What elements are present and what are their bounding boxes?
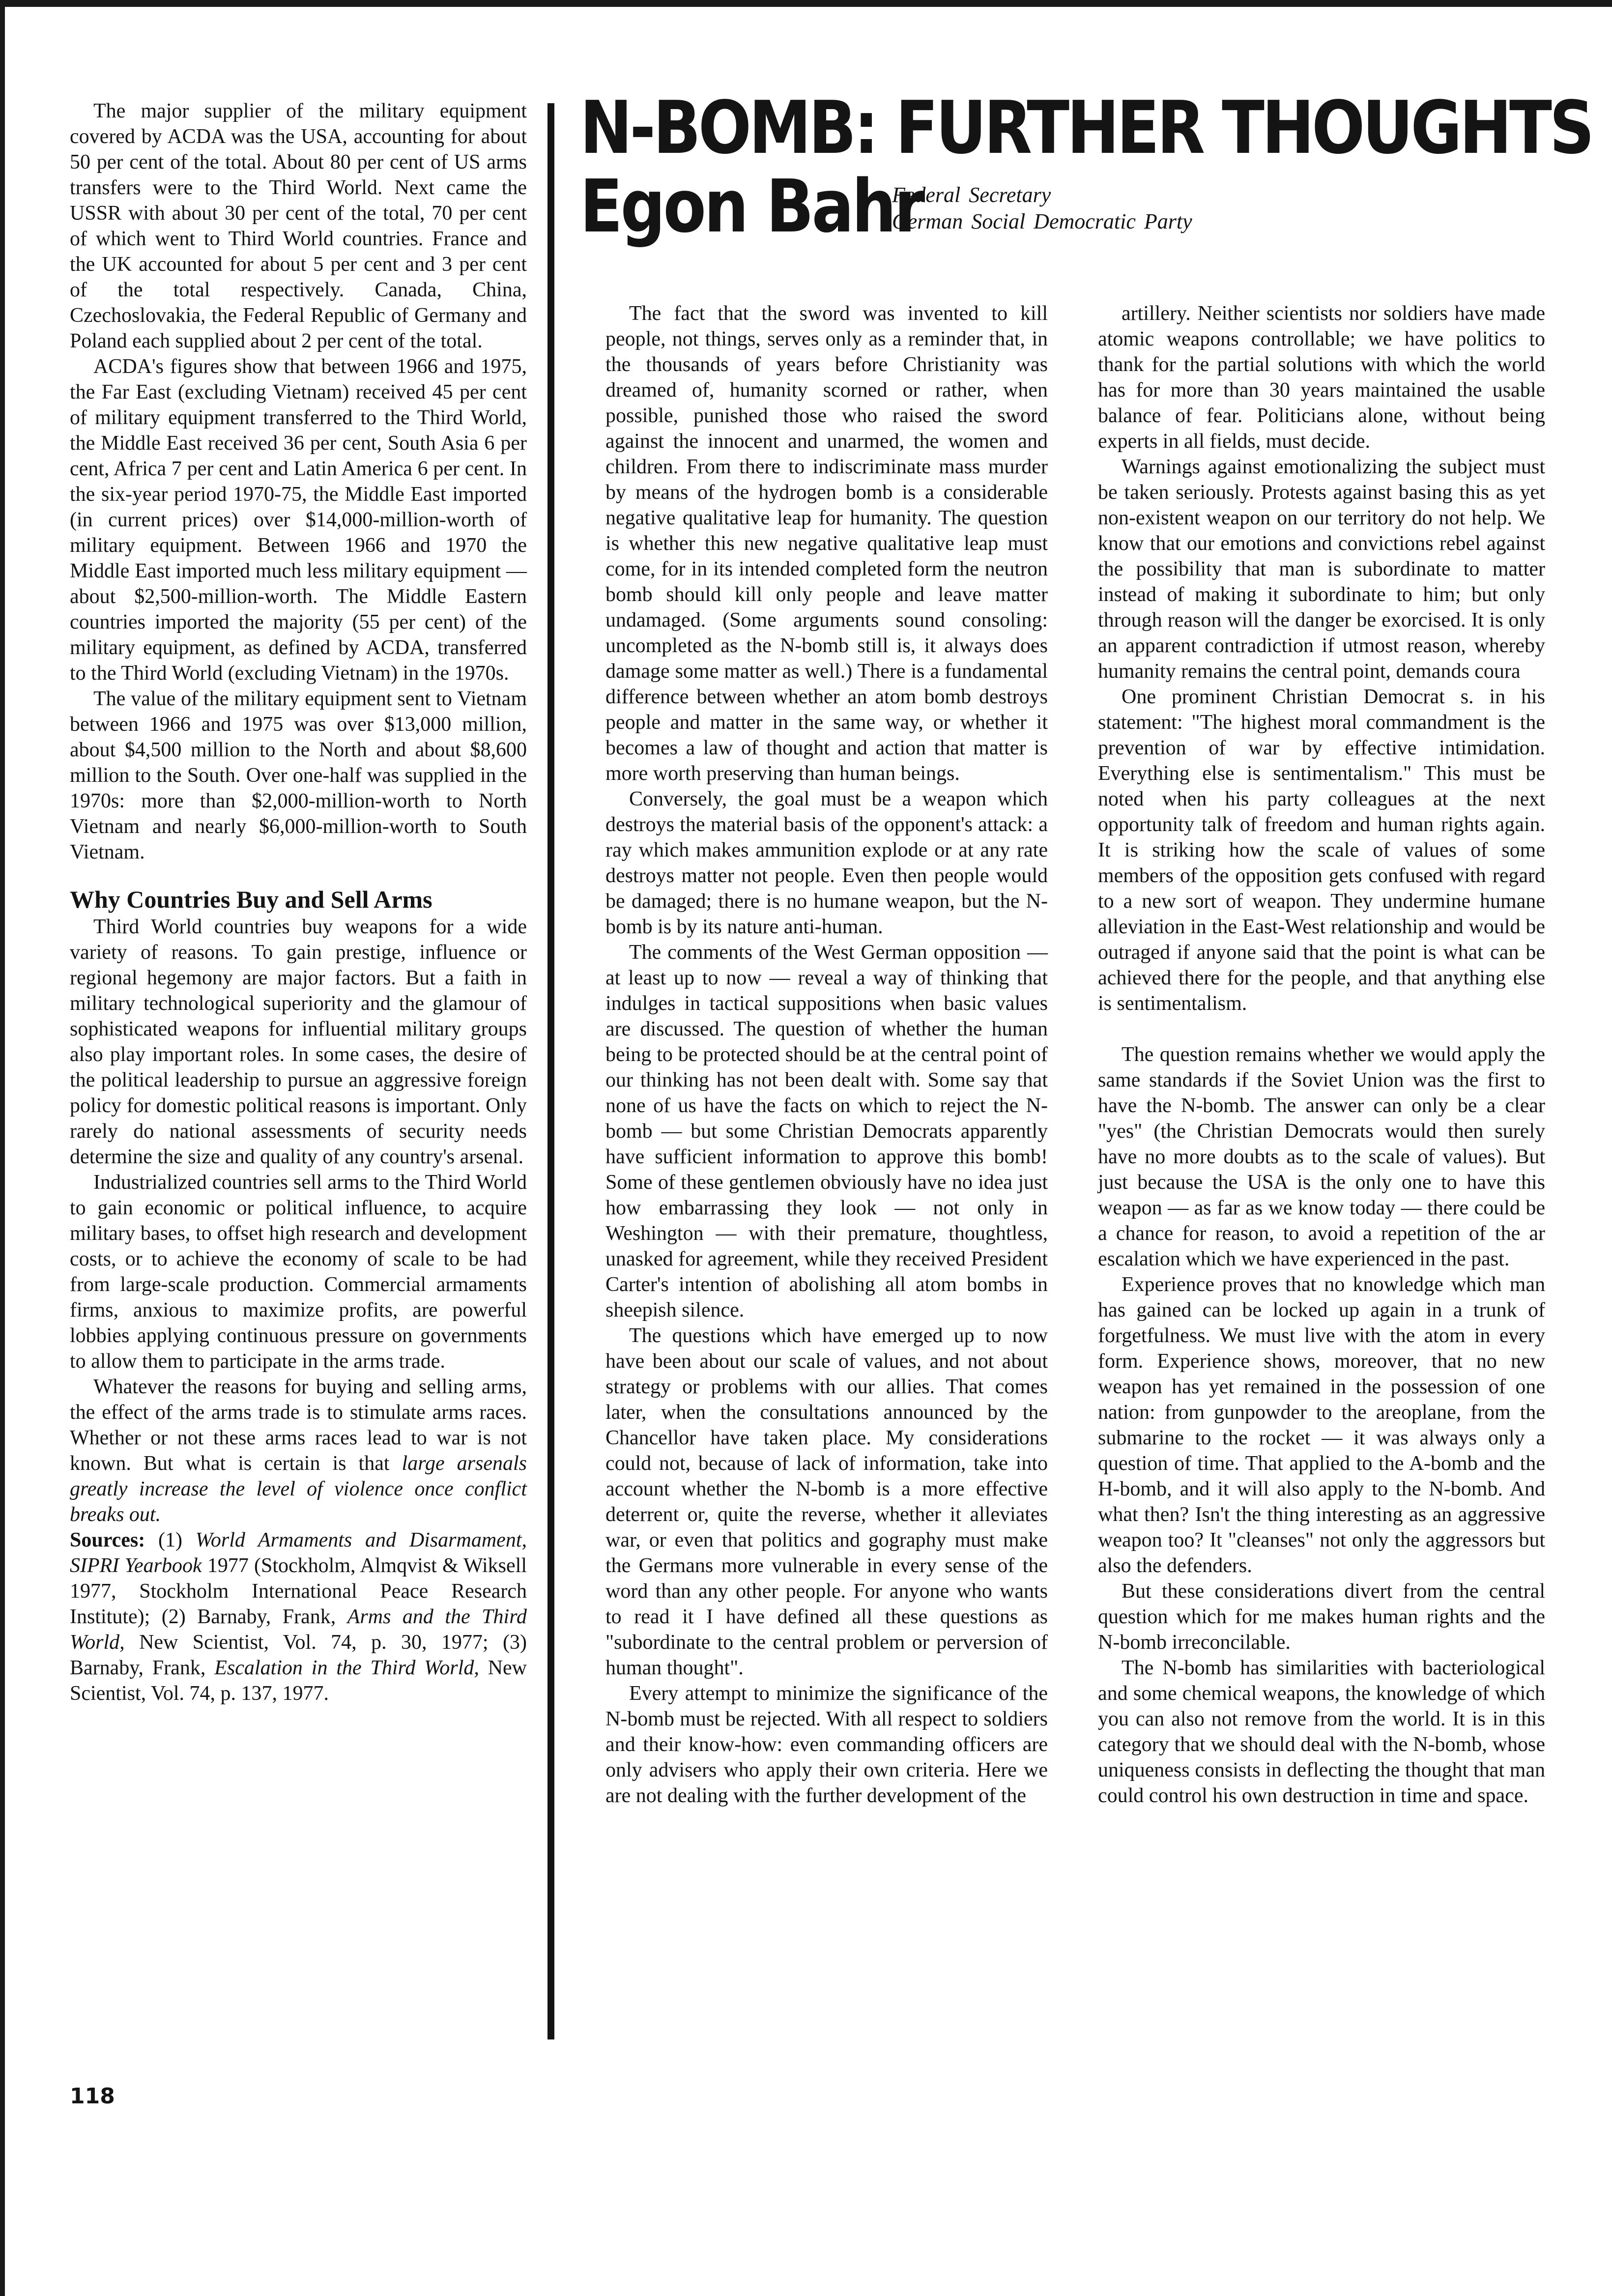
page-number: 118 (70, 2084, 115, 2109)
paragraph: Every attempt to minimize the significance of the N-bomb must be rejected. With all respect to soldiers and their know-how: even commanding officers are only advisers who apply their own criteria. Here we are not dealing with the further development of the (605, 1682, 1048, 1807)
column-rule (547, 103, 554, 2039)
sources-text: New Scientist, Vol. 74, p. 30, 1977; (3) Barnaby, Frank, (70, 1631, 527, 1679)
source-title: World Armaments and Disarmament, SIPRI Yearbook (70, 1529, 527, 1577)
paragraph: The question remains whether we would apply the same standards if the Soviet Union was the first to have the N-bomb. The answer can only be a clear "yes" (the Christian Democrats would then surely have no more doubts as to the scale of values). But just because the USA is the only one to have this weapon — as far as we know today — there could be a chance for reason, to avoid a repetition of the ar escalation which we have experienced in the past. (1098, 1043, 1545, 1270)
article-headline: N-BOMB: FURTHER THOUGHTS (580, 86, 1592, 170)
paragraph-text: Whatever the reasons for buying and selling arms, the effect of the arms trade is to stimulate arms races. Whether or not these arms races lead to war is not known. But what is certain is that (70, 1376, 527, 1475)
paragraph: But these considerations divert from the central question which for me makes human rights and the N-bomb irreconcilable. (1098, 1580, 1545, 1654)
right-column (1098, 301, 1545, 1808)
author-title-line-2: German Social Democratic Party (892, 209, 1192, 233)
paragraph: The N-bomb has similarities with bacteriological and some chemical weapons, the knowledge of which you can also not remove from the world. It is in this category that we should deal with the N-bomb, whose uniqueness consists in deflecting the thought that man could control his own destruction in time and space. (1098, 1657, 1545, 1807)
paragraph: The comments of the West German opposition — at least up to now — reveal a way of thinking that indulges in tactical suppositions when basic values are discussed. The question of whether the human being to be protected should be at the central point of our thinking has not been dealt with. Some say that none of us have the facts on which to reject the N-bomb — but some Christian Democrats apparently have sufficient information to approve this bomb! Some of these gentlemen obviously have no idea just how embarrassing they look — not only in Weshington — with their premature, thoughtless, unasked for agreement, while they received President Carter's intention of abolishing all atom bombs in sheepish silence. (605, 941, 1048, 1321)
paragraph: Warnings against emotionalizing the subject must be taken seriously. Protests against basing this as yet non-existent weapon on our territory do not help. We know that our emotions and convictions rebel against the possibility that man is subordinate to matter instead of making it subordinate to him; but only through reason will the danger be exorcised. It is only an apparent contradiction if utmost reason, whereby humanity remains the central point, demands coura (1098, 456, 1545, 683)
paragraph: The value of the military equipment sent to Vietnam between 1966 and 1975 was over $13,000 million, about $4,500 million to the North and about $8,600 million to the South. Over one-half was supplied in the 1970s: more than $2,000-million-worth to North Vietnam and nearly $6,000-million-worth to South Vietnam. (70, 688, 527, 863)
paragraph: The major supplier of the military equipment covered by ACDA was the USA, accounting for about 50 per cent of the total. About 80 per cent of US arms transfers were to the Third World. Next came the USSR with about 30 per cent of the total, 70 per cent of which went to Third World countries. France and the UK accounted for about 5 per cent and 3 per cent of the total respectively. Canada, China, Czechoslovakia, the Federal Republic of Germany and Poland each supplied about 2 per cent of the total. (70, 100, 527, 352)
source-title: Escalation in the Third World, (214, 1657, 479, 1679)
author-title (892, 182, 1192, 235)
paragraph-emphasis: large arsenals greatly increase the level of violence once conflict breaks out. (70, 1452, 527, 1526)
sources-text: (1) (145, 1529, 196, 1551)
middle-column (605, 301, 1048, 1808)
paragraph: Experience proves that no knowledge which man has gained can be locked up again in a trunk of forgetfulness. We must live with the atom in every form. Experience shows, moreover, that no new weapon has yet remained in the possession of one nation: from gunpowder to the areoplane, from the submarine to the rocket — it was always only a question of time. That applied to the A-bomb and the H-bomb, and it will also apply to the N-bomb. And what then? Isn't the thing interesting as an aggressive weapon too? It "cleanses" not only the aggressors but also the defenders. (1098, 1273, 1545, 1577)
paragraph: ACDA's figures show that between 1966 and 1975, the Far East (excluding Vietnam) received 45 per cent of military equipment transferred to the Third World, the Middle East received 36 per cent, South Asia 6 per cent, Africa 7 per cent and Latin America 6 per cent. In the six-year period 1970-75, the Middle East imported (in current prices) over $14,000-million-worth of military equipment. Between 1966 and 1970 the Middle East imported much less military equipment — about $2,500-million-worth. The Middle Eastern countries imported the majority (55 per cent) of the military equipment, as defined by ACDA, transferred to the Third World (excluding Vietnam) in the 1970s. (70, 355, 527, 685)
left-column (70, 98, 527, 1706)
paragraph: One prominent Christian Democrat s. in his statement: "The highest moral commandment is the prevention of war by effective intimidation. Everything else is sentimentalism." This must be noted when his party colleagues at the next opportunity talk of freedom and human rights again. It is striking how the scale of values of some members of the opposition gets confused with regard to a new sort of weapon. They undermine humane alleviation in the East-West relationship and would be outraged if anyone said that the point is what can be achieved there for the people, and that anything else is sentimentalism. (1098, 686, 1545, 1015)
sources-label: Sources: (70, 1529, 145, 1551)
paragraph: The fact that the sword was invented to kill people, not things, serves only as a reminder that, in the thousands of years before Christianity was dreamed of, humanity scorned or rather, when possible, punished those who raised the sword against the innocent and unarmed, the women and children. From there to indiscriminate mass murder by means of the hydrogen bomb is a considerable negative qualitative leap for humanity. The question is whether this new negative qualitative leap must come, for in its intended completed form the neutron bomb should kill only people and leave matter undamaged. (Some arguments sound consoling: uncompleted as the N-bomb still is, it always does damage some matter as well.) There is a fundamental difference between whether an atom bomb destroys people and matter in the same way, or whether it becomes a law of thought and action that matter is more worth preserving than human beings. (605, 302, 1048, 785)
paragraph: Third World countries buy weapons for a wide variety of reasons. To gain prestige, influence or regional hegemony are major factors. But a faith in military technological superiority and the glamour of sophisticated weapons for influential military groups also play important roles. In some cases, the desire of the political leadership to pursue an aggressive foreign policy for domestic political reasons is important. Only rarely do national assessments of security needs determine the size and quality of any country's arsenal. (70, 916, 527, 1168)
sources-text: 1977 (Stockholm, Almqvist & Wiksell 1977, Stockholm International Peace Research Institute); (2) Barnaby, Frank, (70, 1554, 527, 1628)
paragraph (70, 1374, 527, 1527)
sources (70, 1527, 527, 1706)
author-title-line-1: Federal Secretary (892, 183, 1051, 207)
paragraph: Conversely, the goal must be a weapon which destroys the material basis of the opponent's attack: a ray which makes ammunition explode or at any rate destroys matter not people. Even then people would be damaged; there is no humane weapon, but the N-bomb is by its nature anti-human. (605, 788, 1048, 938)
paragraph: Industrialized countries sell arms to the Third World to gain economic or political influence, to acquire military bases, to offset high research and development costs, or to achieve the economy of scale to be had from large-scale production. Commercial armaments firms, anxious to maximize profits, are powerful lobbies applying continuous pressure on governments to allow them to participate in the arms trade. (70, 1171, 527, 1373)
source-title: Arms and the Third World, (70, 1606, 527, 1654)
author-name: Egon Bahr (580, 164, 923, 249)
paragraph: The questions which have emerged up to now have been about our scale of values, and not about strategy or problems with our allies. That comes later, when the consultations announced by the Chancellor have taken place. My considerations could not, because of lack of information, take into account whether the N-bomb is a more effective deterrent or, quite the reverse, whether it alleviates war, or even that politics and gography must make the Germans more vulnerable in every sense of the word than any other people. For anyone who wants to read it I have defined all these questions as "subordinate to the central problem or perversion of human thought". (605, 1324, 1048, 1679)
paragraph: artillery. Neither scientists nor soldiers have made atomic weapons controllable; we have politics to thank for the partial solutions with which the world has for more than 30 years maintained the usable balance of fear. Politicians alone, without being experts in all fields, must decide. (1098, 302, 1545, 453)
section-heading: Why Countries Buy and Sell Arms (70, 886, 432, 913)
sources-text: New Scientist, Vol. 74, p. 137, 1977. (70, 1657, 527, 1705)
